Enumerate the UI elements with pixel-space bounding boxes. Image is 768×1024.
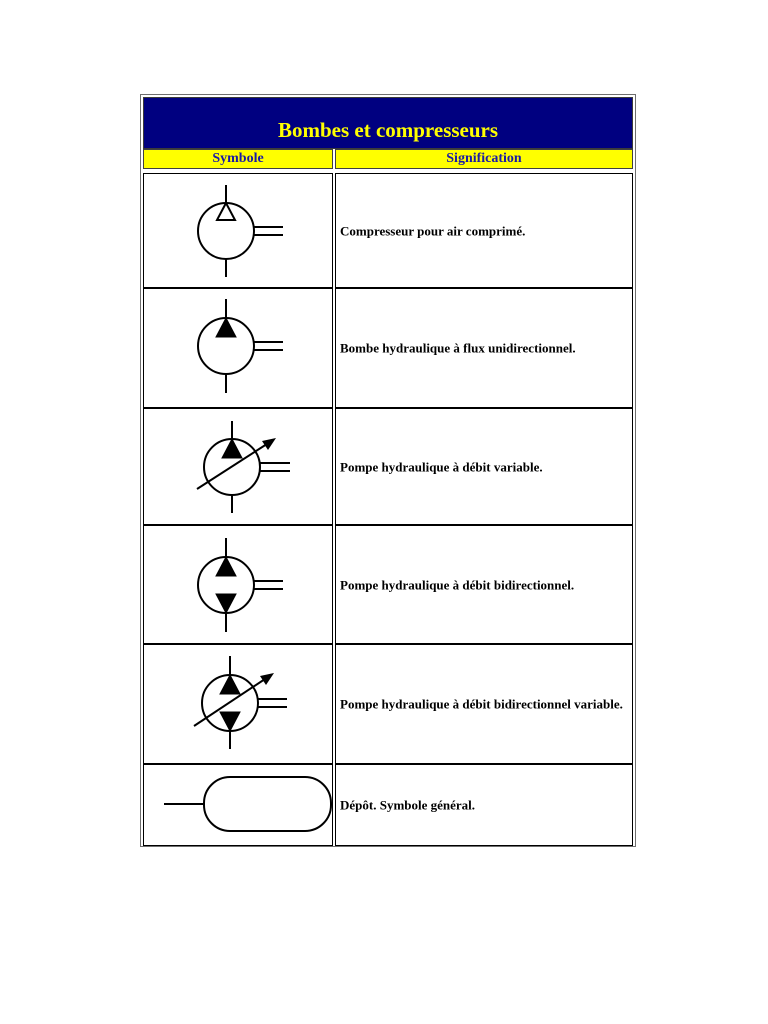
hydraulic-pump-variable-icon xyxy=(144,409,332,524)
table-row-symbol xyxy=(143,408,333,525)
table-row-meaning xyxy=(335,173,633,288)
table-row-meaning xyxy=(335,525,633,644)
row-description: Pompe hydraulique à débit variable. xyxy=(340,459,543,474)
table-row-meaning xyxy=(335,288,633,408)
hydraulic-pump-unidirectional-icon xyxy=(144,289,332,407)
row-description: Dépôt. Symbole général. xyxy=(340,797,476,813)
hydraulic-pump-bidirectional-variable-icon xyxy=(144,645,332,763)
table-row-symbol xyxy=(143,173,333,288)
table-row-meaning xyxy=(335,644,633,764)
table-row-symbol xyxy=(143,525,333,644)
hydraulic-pump-bidirectional-icon xyxy=(144,526,332,643)
table-title: Bombes et compresseurs xyxy=(277,118,499,142)
row-description: Pompe hydraulique à débit bidirectionnel variable. xyxy=(340,696,623,712)
header-meaning: Signification xyxy=(335,149,633,169)
table-row-symbol xyxy=(143,644,333,764)
table-title-bar xyxy=(143,97,633,149)
compressor-air-icon xyxy=(144,174,332,287)
header-symbol: Symbole xyxy=(143,149,333,169)
table-row-meaning xyxy=(335,764,633,846)
row-description: Compresseur pour air comprimé. xyxy=(340,223,526,238)
symbols-table xyxy=(140,94,636,847)
table-row-symbol xyxy=(143,288,333,408)
row-description: Bombe hydraulique à flux unidirectionnel. xyxy=(340,340,576,356)
table-row-meaning xyxy=(335,408,633,525)
reservoir-icon xyxy=(144,765,332,845)
row-description: Pompe hydraulique à débit bidirectionnel. xyxy=(340,577,575,592)
table-row-symbol xyxy=(143,764,333,846)
